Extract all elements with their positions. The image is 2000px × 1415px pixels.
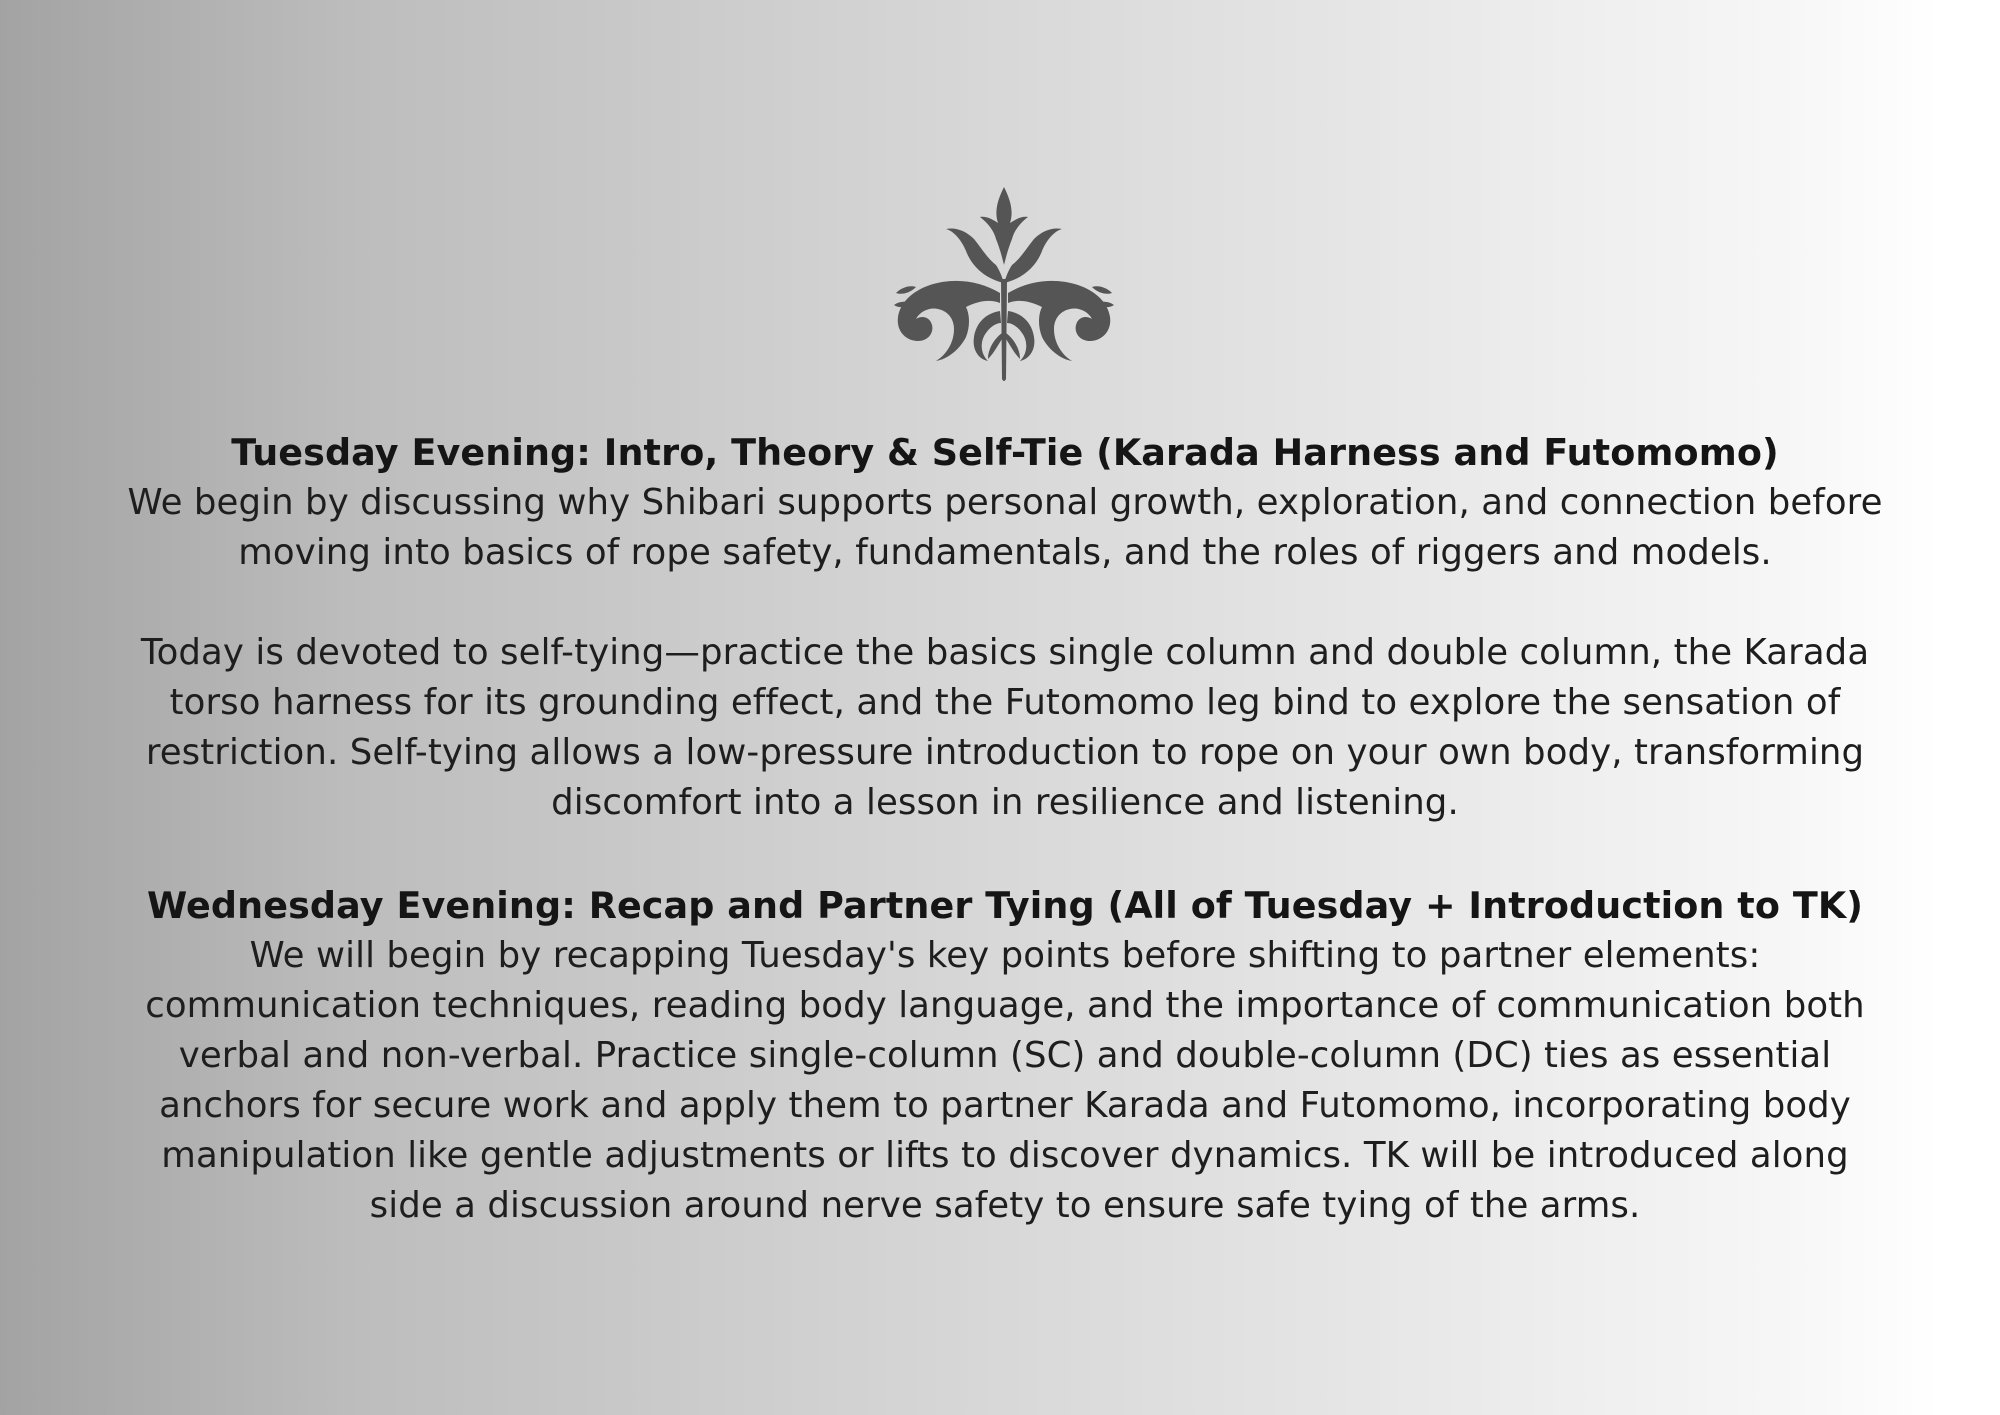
tuesday-self-tying-paragraph: Today is devoted to self-tying—practice the basics single column and double column, the Karada torso harness for its grounding effect, and the Futomomo leg bind to explore the sensation of restriction. Self-tying allows a low-pressure introduction to rope on your own body, transforming discomfort into a lesson in resilience and listening. — [140, 632, 1870, 823]
tuesday-intro-paragraph: We begin by discussing why Shibari supports personal growth, exploration, and connection before moving into basics of rope safety, fundamentals, and the roles of riggers and models. — [127, 482, 1883, 573]
wednesday-heading: Wednesday Evening: Recap and Partner Tying (All of Tuesday + Introduction to TK) — [147, 884, 1863, 927]
section-spacer — [110, 828, 1900, 881]
schedule-text — [110, 428, 1900, 1231]
tuesday-heading: Tuesday Evening: Intro, Theory & Self-Tie (Karada Harness and Futomomo) — [231, 431, 1779, 474]
paragraph-spacer — [110, 578, 1900, 628]
wednesday-paragraph: We will begin by recapping Tuesday's key points before shifting to partner elements: communication techniques, reading body language, and the importance of communication both verbal and non-verbal. Practice single-column (SC) and double-column (DC) ties as essential anchors for secure work and apply them to partner Karada and Futomomo, incorporating body manipulation like gentle adjustments or lifts to discover dynamics. TK will be introduced along side a discussion around nerve safety to ensure safe tying of the arms. — [145, 935, 1865, 1226]
fleur-de-lis-flourish-icon — [890, 183, 1118, 383]
